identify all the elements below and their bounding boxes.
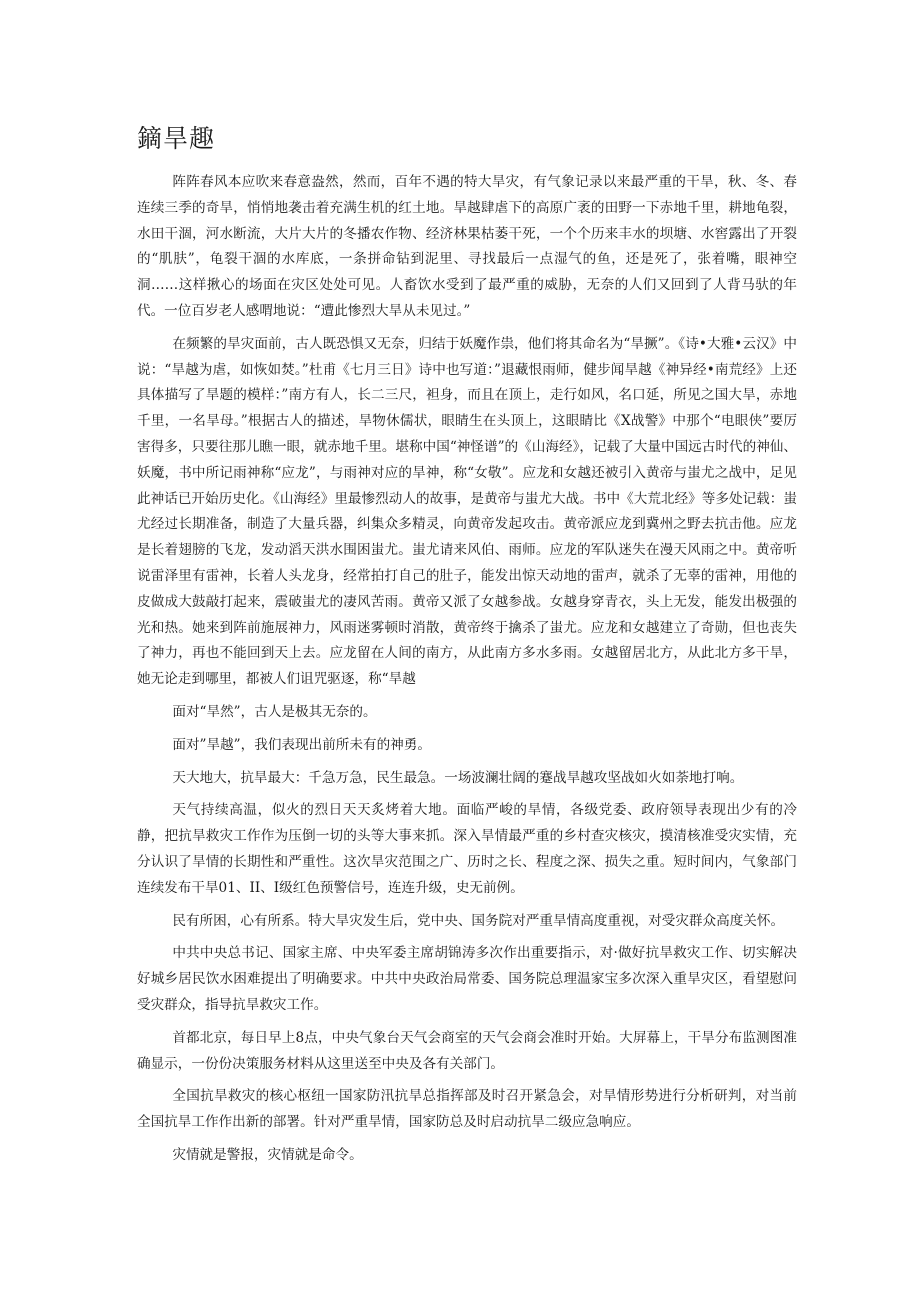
paragraph-8: 中共中央总书记、国家主席、中央军委主席胡锦涛多次作出重要指示，对·做好抗旱救灾工作、切实解决好城乡居民饮水困难提出了明确要求。中共中央政治局常委、国务院总理温家宝多次深入重旱灾区，看望慰问受灾群众，指导抗旱救灾工作。 xyxy=(137,945,797,1013)
document-page xyxy=(137,122,797,1176)
paragraph-3: 面对“旱然”，古人是极其无奈的。 xyxy=(172,703,377,720)
paragraph-1: 阵阵春风本应吹来春意盎然，然而，百年不遇的特大旱灾，有气象记录以来最严重的干旱，秋、冬、春连续三季的奇旱，悄悄地袭击着充满生机的红土地。旱越肆虐下的高原广袤的田野一下赤地千里，耕地龟裂，水田干涸，河水断流，大片大片的冬播农作物、经济林果枯萎干死，一个个历来丰水的坝塘、水窖露出了开裂的“肌肤”，龟裂干涸的水库底，一条拼命钻到泥里、寻找最后一点湿气的鱼，还是死了，张着嘴，眼神空洞……这样揪心的场面在灾区处处可见。人畜饮水受到了最严重的威胁，无奈的人们又回到了人背马驮的年代。一位百岁老人感喟地说：“遭此惨烈大旱从未见过。” xyxy=(137,174,797,319)
paragraph-9: 首都北京，每日早上8点，中央气象台天气会商室的天气会商会准时开始。大屏幕上，干旱分布监测图准确显示，一份份决策服务材料从这里送至中央及各有关部门。 xyxy=(137,1029,797,1072)
paragraph-11: 灾情就是警报，灾情就是命令。 xyxy=(172,1146,363,1163)
paragraph-7: 民有所困，心有所系。特大旱灾发生后，党中央、国务院对严重旱情高度重视，对受灾群众高度关怀。 xyxy=(172,912,785,929)
paragraph-4: 面对”旱越”，我们表现出前所未有的神勇。 xyxy=(172,736,431,753)
paragraph-10: 全国抗旱救灾的核心枢纽一国家防汛抗旱总指挥部及时召开紧急会，对旱情形势进行分析研判，对当前全国抗旱工作作出新的部署。针对严重旱情，国家防总及时启动抗旱二级应急响应。 xyxy=(137,1088,797,1131)
paragraph-5: 天大地大，抗旱最大：千急万急，民生最急。一场波澜壮阔的蹇战旱越攻坚战如火如荼地打响。 xyxy=(172,769,744,786)
paragraph-2: 在频繁的旱灾面前，古人既恐惧又无奈，归结于妖魔作祟，他们将其命名为“旱撅”。《诗•大雅•云汉》中说：“旱越为虐，如恢如焚。”杜甫《七月三日》诗中也写道：”退藏恨雨师，健步闻旱越《神异经•南荒经》上还具体描写了旱题的模样：”南方有人，长二三尺，袒身，而且在顶上，走行如风，名口延，所见之国大旱，赤地千里，一名旱母。”根据古人的描述，旱物休儒状，眼睛生在头顶上，这眼睛比《X战警》中那个“电眼侠”要厉害得多，只要往那儿瞧一眼，就赤地千里。堪称中国“神怪谱”的《山海经》，记载了大量中国远古时代的神仙、妖魔，书中所记雨神称“应龙”，与雨神对应的旱神，称“女敬”。应龙和女越还被引入黄帝与蚩尤之战中，足见此神话已开始历史化。《山海经》里最惨烈动人的故事，是黄帝与蚩尤大战。书中《大荒北经》等多处记载：蚩尤经过长期准备，制造了大量兵器，纠集众多精灵，向黄帝发起攻击。黄帝派应龙到冀州之野去抗击他。应龙是长着翅膀的飞龙，发动滔天洪水围困蚩尤。蚩尤请来风伯、雨师。应龙的军队迷失在漫天风雨之中。黄帝听说雷泽里有雷神，长着人头龙身，经常拍打自己的肚子，能发出惊天动地的雷声，就杀了无辜的雷神，用他的皮做成大鼓敲打起来，震破蚩尤的凄风苦雨。黄帝又派了女越参战。女越身穿青衣，头上无发，能发出极强的光和热。她来到阵前施展神力，风雨迷雾顿时消散，黄帝终于擒杀了蚩尤。应龙和女越建立了奇勋，但也丧失了神力，再也不能回到天上去。应龙留在人间的南方，从此南方多水多雨。女越留居北方，从此北方多干旱，她无论走到哪里，都被人们诅咒驱逐，称“旱越 xyxy=(137,335,797,688)
paragraph-6: 天气持续高温，似火的烈日天天炙烤着大地。面临严峻的旱情，各级党委、政府领导表现出少有的冷静，把抗旱救灾工作作为压倒一切的头等大事来抓。深入旱情最严重的乡村查灾核灾，摸清核准受灾实情，充分认识了旱情的长期性和严重性。这次旱灾范围之广、历时之长、程度之深、损失之重。短时间内，气象部门连续发布干旱01、II、I级红色预警信号，连连升级，史无前例。 xyxy=(137,802,797,896)
document-title: 鏑旱趣 xyxy=(137,124,216,153)
